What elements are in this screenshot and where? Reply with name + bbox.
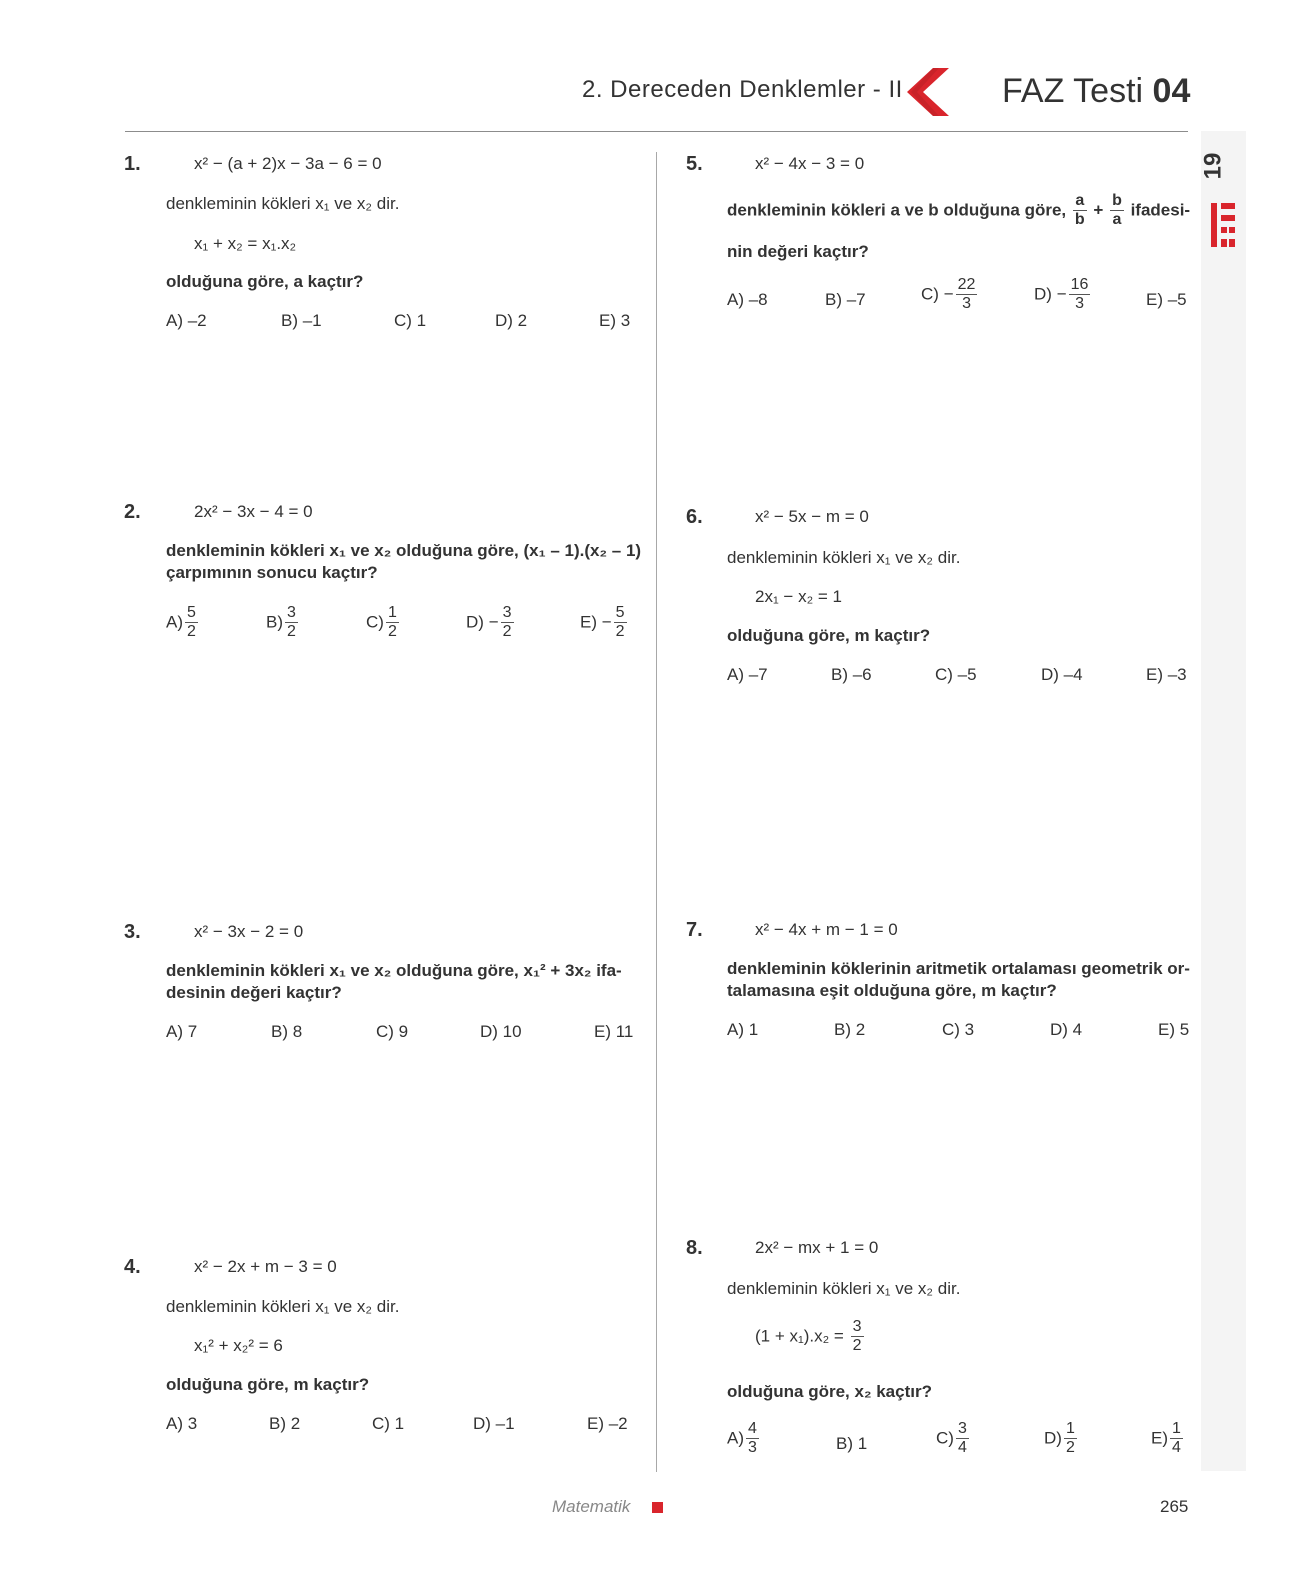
option-c[interactable]: C) 1 (394, 311, 427, 330)
option-a[interactable]: A) –7 (727, 665, 768, 684)
option-b[interactable]: B) –7 (825, 290, 866, 309)
equation: x² − 4x + m − 1 = 0 (755, 920, 898, 939)
question-text: denkleminin kökleri x₁ ve x₂ dir. (166, 1297, 400, 1316)
test-number: 04 (1152, 72, 1191, 110)
equation: 2x² − 3x − 4 = 0 (194, 502, 313, 521)
option-e[interactable]: E) –5 (1146, 290, 1187, 309)
option-e[interactable]: E) 5 (1158, 1020, 1190, 1039)
option-a[interactable]: A) 1 (727, 1020, 759, 1039)
option-c[interactable]: C) $\frac{3}{4}$ (936, 1420, 967, 1457)
option-b[interactable]: B) –1 (281, 311, 322, 330)
option-b[interactable]: B) $\frac{3}{2}$ (266, 604, 296, 641)
question-number: 8. (686, 1237, 703, 1259)
question-prompt: olduğuna göre, m kaçtır? (166, 1375, 370, 1394)
option-d[interactable]: D) 10 (480, 1022, 522, 1041)
option-a[interactable]: A) $\frac{4}{3}$ (727, 1420, 757, 1457)
footer-subject: Matematik (552, 1497, 631, 1516)
option-d[interactable]: D) –1 (473, 1414, 515, 1433)
option-b[interactable]: B) 2 (269, 1414, 301, 1433)
option-d[interactable]: D) − $\frac{3}{2}$ (466, 604, 512, 641)
option-c[interactable]: C) − $\frac{22}{3}$ (921, 276, 976, 313)
condition: (1 + x₁).x₂ = $\frac{3}{2}$ (755, 1318, 862, 1355)
option-a[interactable]: A) –8 (727, 290, 768, 309)
publisher-mark-icon (1209, 201, 1237, 249)
question-text: denkleminin kökleri x₁ ve x₂ dir. (727, 1279, 961, 1298)
condition: x₁ + x₂ = x₁.x₂ (194, 234, 297, 253)
question-text: denkleminin kökleri a ve b olduğuna göre, $\frac{a}{b}$ + $\frac{b}{a}$ ifadesi- (727, 192, 1191, 229)
option-c[interactable]: C) 9 (376, 1022, 409, 1041)
option-e[interactable]: E) 11 (594, 1022, 634, 1041)
equation: x² − 2x + m − 3 = 0 (194, 1257, 337, 1276)
option-d[interactable]: D) − $\frac{16}{3}$ (1034, 276, 1089, 313)
header-divider (125, 131, 1188, 132)
page-number: 265 (1160, 1497, 1189, 1516)
option-b[interactable]: B) –6 (831, 665, 872, 684)
question-text: denkleminin köklerinin aritmetik ortalaması geometrik or- (727, 959, 1190, 978)
question-number: 6. (686, 506, 703, 528)
equation: x² − (a + 2)x − 3a − 6 = 0 (194, 154, 382, 173)
question-number: 3. (124, 921, 141, 943)
footer-square-icon (652, 1502, 663, 1513)
option-b[interactable]: B) 8 (271, 1022, 303, 1041)
option-a[interactable]: A) $\frac{5}{2}$ (166, 604, 196, 641)
question-text: denkleminin kökleri x₁ ve x₂ olduğuna göre, (x₁ – 1).(x₂ – 1) (166, 541, 642, 560)
chapter-title: 2. Dereceden Denklemler - II (582, 76, 903, 103)
question-text: denkleminin kökleri x₁ ve x₂ dir. (727, 548, 961, 567)
question-text-2: çarpımının sonucu kaçtır? (166, 563, 378, 582)
equation: x² − 3x − 2 = 0 (194, 922, 304, 941)
option-d[interactable]: D) 2 (495, 311, 528, 330)
equation: 2x² − mx + 1 = 0 (755, 1238, 879, 1257)
chevron-left-icon (903, 68, 949, 116)
test-title (1002, 72, 1190, 111)
question-number: 4. (124, 1256, 141, 1278)
option-b[interactable]: B) 2 (834, 1020, 866, 1039)
question-text: denkleminin kökleri x₁ ve x₂ dir. (166, 194, 400, 213)
condition: x₁² + x₂² = 6 (194, 1336, 283, 1355)
option-e[interactable]: E) –3 (1146, 665, 1187, 684)
question-number: 1. (124, 153, 141, 175)
question-prompt: olduğuna göre, x₂ kaçtır? (727, 1382, 932, 1401)
option-a[interactable]: A) 3 (166, 1414, 198, 1433)
option-c[interactable]: C) 1 (372, 1414, 405, 1433)
question-text-2: desinin değeri kaçtır? (166, 983, 342, 1002)
question-text: denkleminin kökleri x₁ ve x₂ olduğuna göre, x₁² + 3x₂ ifa- (166, 961, 622, 980)
option-a[interactable]: A) 7 (166, 1022, 198, 1041)
option-a[interactable]: A) –2 (166, 311, 207, 330)
question-number: 5. (686, 153, 703, 175)
condition: 2x₁ − x₂ = 1 (755, 587, 842, 606)
question-text-2: talamasına eşit olduğuna göre, m kaçtır? (727, 981, 1057, 1000)
column-divider (656, 152, 657, 1472)
question-number: 7. (686, 919, 703, 941)
option-e[interactable]: E) − $\frac{5}{2}$ (580, 604, 625, 641)
option-d[interactable]: D) 4 (1050, 1020, 1083, 1039)
option-c[interactable]: C) –5 (935, 665, 977, 684)
side-strip (1201, 131, 1246, 1471)
option-e[interactable]: E) –2 (587, 1414, 628, 1433)
test-label: FAZ Testi (1002, 72, 1144, 110)
question-prompt: olduğuna göre, m kaçtır? (727, 626, 931, 645)
question-text-2: nin değeri kaçtır? (727, 242, 869, 261)
question-number: 2. (124, 501, 141, 523)
option-b[interactable]: B) 1 (836, 1434, 868, 1453)
side-page-number: 19 (1199, 152, 1227, 180)
option-d[interactable]: D) $\frac{1}{2}$ (1044, 1420, 1075, 1457)
option-d[interactable]: D) –4 (1041, 665, 1083, 684)
option-e[interactable]: E) 3 (599, 311, 631, 330)
option-e[interactable]: E) $\frac{1}{4}$ (1151, 1420, 1181, 1457)
equation: x² − 4x − 3 = 0 (755, 154, 865, 173)
question-prompt: olduğuna göre, a kaçtır? (166, 272, 364, 291)
equation: x² − 5x − m = 0 (755, 507, 869, 526)
option-c[interactable]: C) 3 (942, 1020, 975, 1039)
option-c[interactable]: C) $\frac{1}{2}$ (366, 604, 397, 641)
